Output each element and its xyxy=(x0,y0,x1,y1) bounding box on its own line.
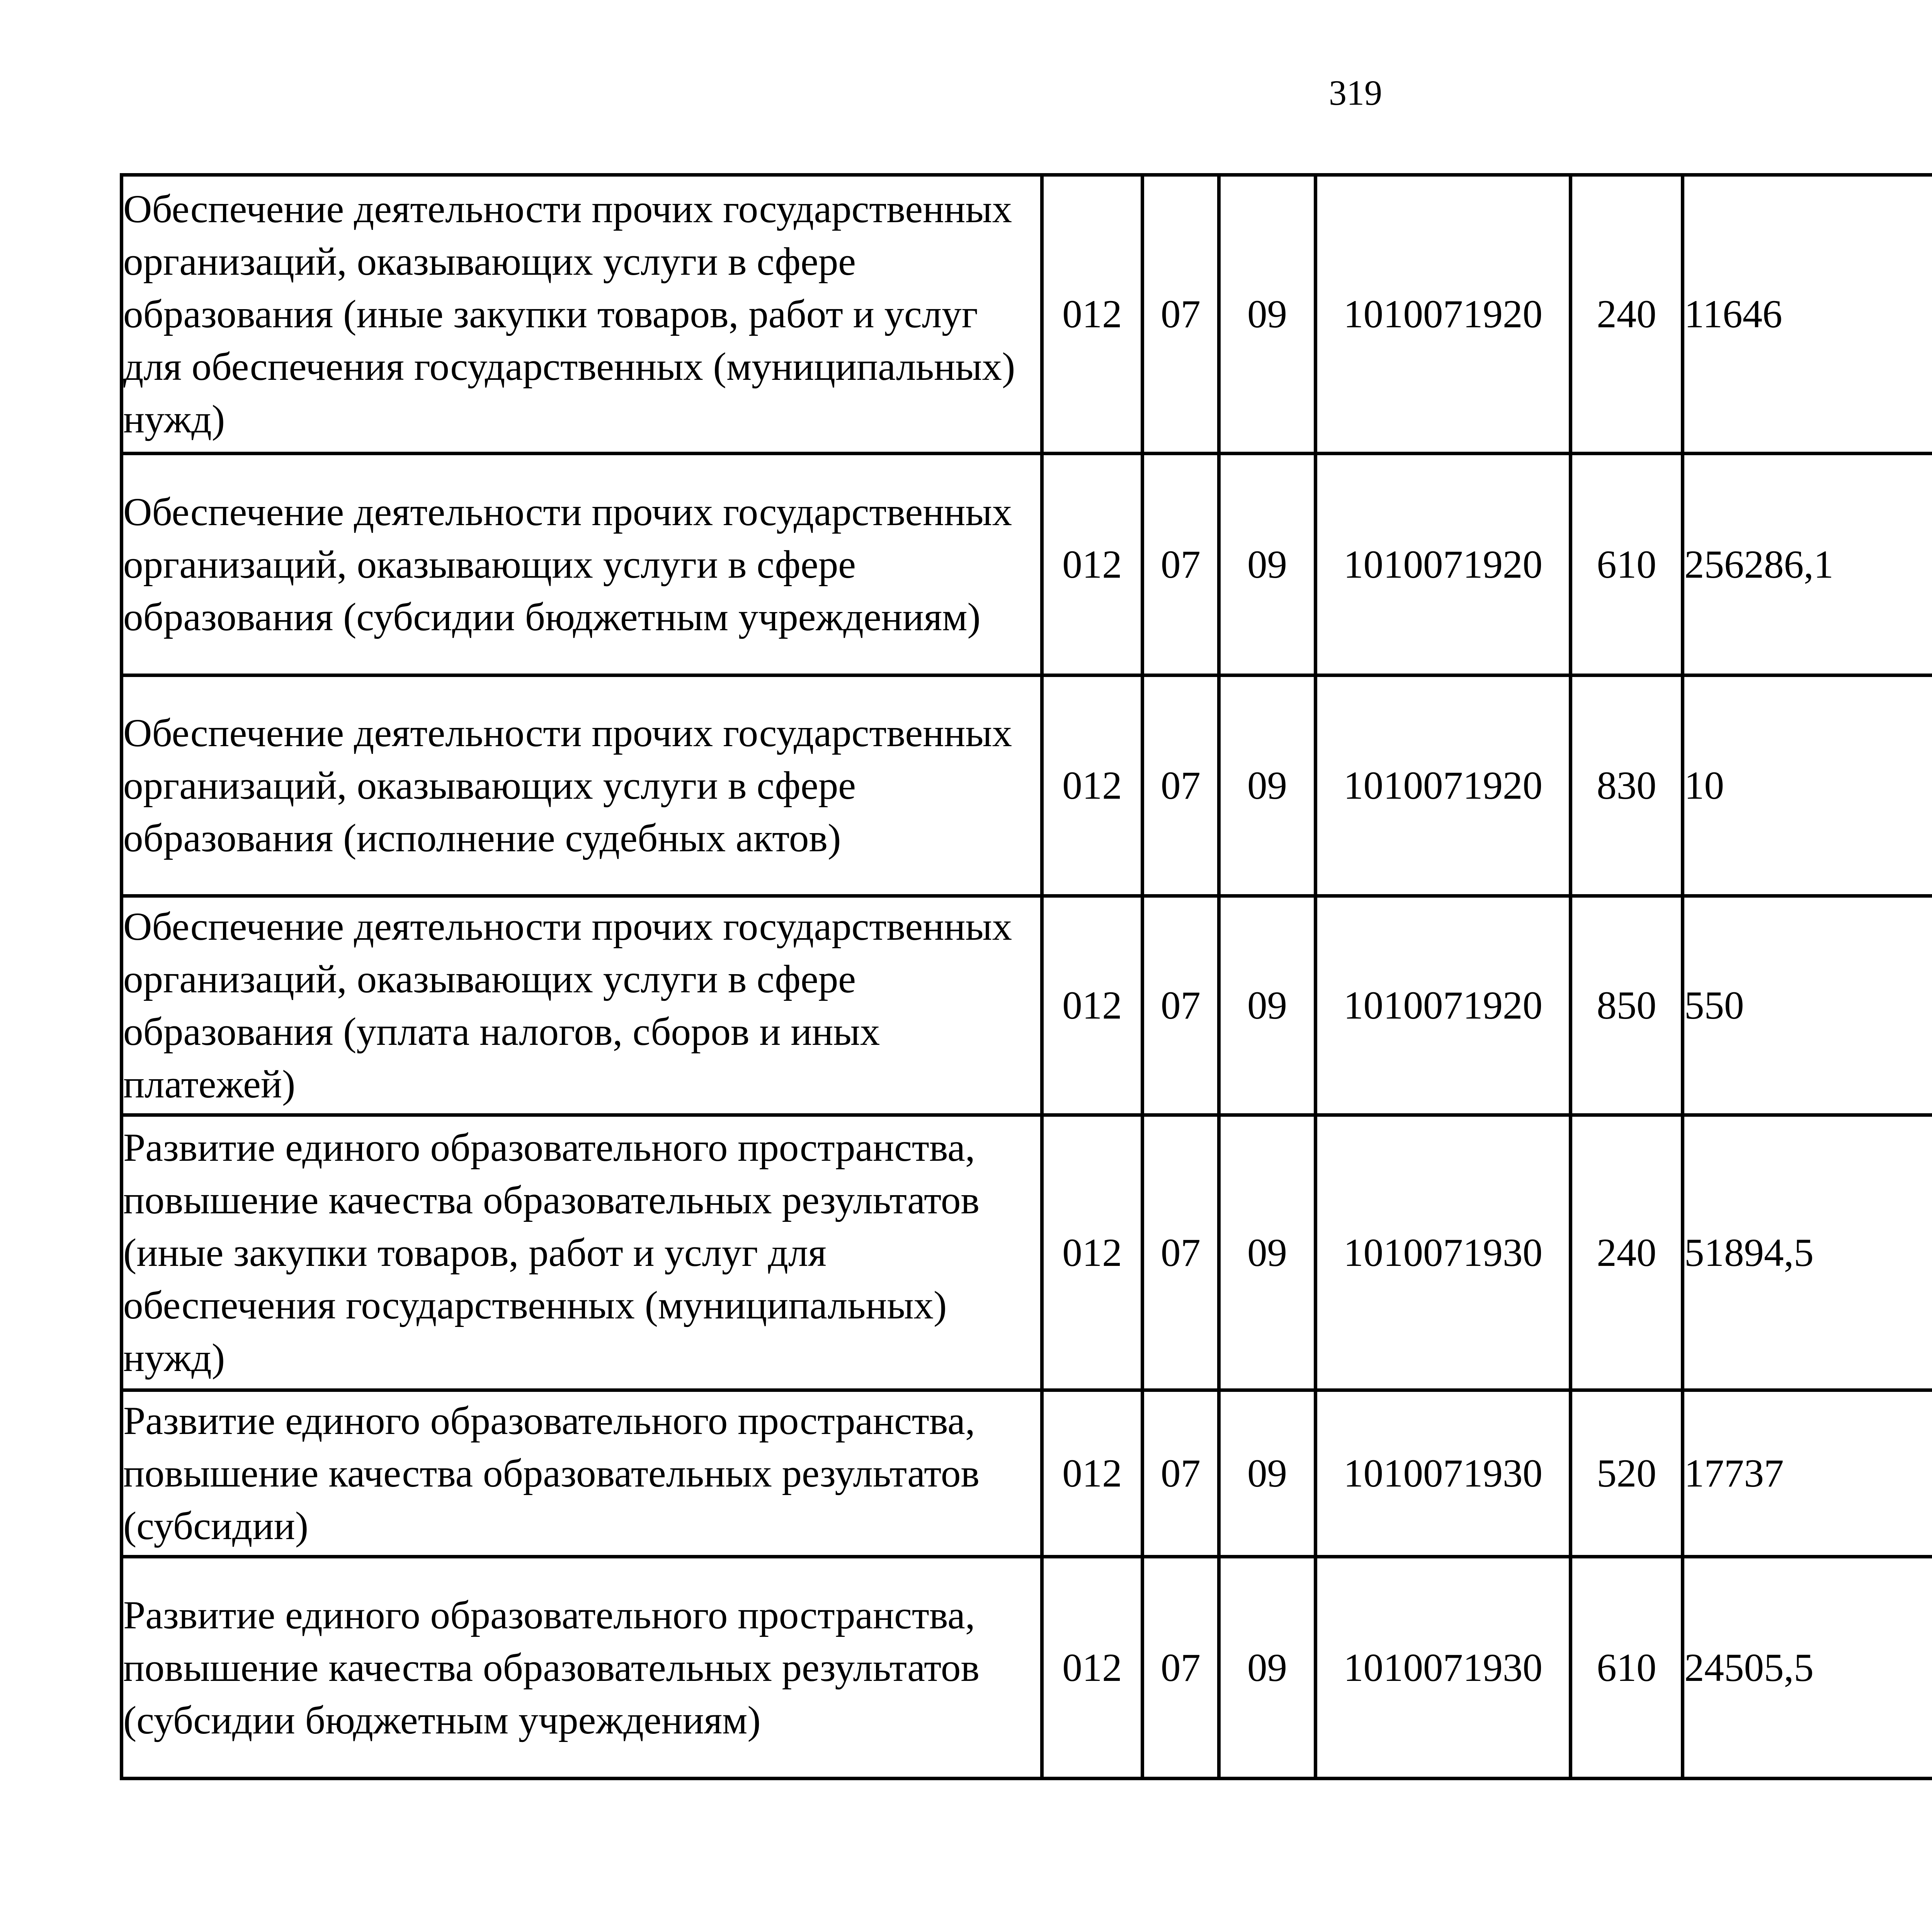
section-code: 07 xyxy=(1143,175,1219,454)
target-article-code: 1010071920 xyxy=(1316,454,1571,675)
target-article-code: 1010071930 xyxy=(1316,1390,1571,1557)
subsection-code: 09 xyxy=(1219,1390,1316,1557)
target-article-code: 1010071920 xyxy=(1316,175,1571,454)
ministry-code: 012 xyxy=(1042,1557,1143,1779)
row-description: Развитие единого образовательного пространства, повышение качества образовательных результатов (субсидии бюджетным учреждениям) xyxy=(122,1557,1042,1779)
amount-year-1: 11646 xyxy=(1683,175,1932,454)
section-code: 07 xyxy=(1143,454,1219,675)
amount-year-1: 17737 xyxy=(1683,1390,1932,1557)
table-row xyxy=(122,1557,1932,1779)
row-description: Обеспечение деятельности прочих государственных организаций, оказывающих услуги в сфере образования (субсидии бюджетным учреждениям) xyxy=(122,454,1042,675)
amount-year-1: 550 xyxy=(1683,896,1932,1115)
ministry-code: 012 xyxy=(1042,175,1143,454)
table-row xyxy=(122,675,1932,896)
subsection-code: 09 xyxy=(1219,1115,1316,1390)
target-article-code: 1010071930 xyxy=(1316,1557,1571,1779)
row-description: Обеспечение деятельности прочих государственных организаций, оказывающих услуги в сфере образования (исполнение судебных актов) xyxy=(122,675,1042,896)
expense-type-code: 240 xyxy=(1571,175,1683,454)
ministry-code: 012 xyxy=(1042,1115,1143,1390)
amount-year-1: 24505,5 xyxy=(1683,1557,1932,1779)
amount-year-1: 10 xyxy=(1683,675,1932,896)
page-number: 319 xyxy=(1329,73,1382,112)
expense-type-code: 850 xyxy=(1571,896,1683,1115)
subsection-code: 09 xyxy=(1219,1557,1316,1779)
row-description: Развитие единого образовательного пространства, повышение качества образовательных результатов (субсидии) xyxy=(122,1390,1042,1557)
subsection-code: 09 xyxy=(1219,454,1316,675)
expense-type-code: 610 xyxy=(1571,1557,1683,1779)
ministry-code: 012 xyxy=(1042,454,1143,675)
expense-type-code: 520 xyxy=(1571,1390,1683,1557)
expense-type-code: 240 xyxy=(1571,1115,1683,1390)
target-article-code: 1010071920 xyxy=(1316,675,1571,896)
amount-year-1: 51894,5 xyxy=(1683,1115,1932,1390)
row-description: Обеспечение деятельности прочих государственных организаций, оказывающих услуги в сфере образования (иные закупки товаров, работ и услуг для обеспечения государственных (муниципальных) нужд) xyxy=(122,175,1042,454)
table-row xyxy=(122,1115,1932,1390)
section-code: 07 xyxy=(1143,896,1219,1115)
ministry-code: 012 xyxy=(1042,1390,1143,1557)
table-row xyxy=(122,175,1932,454)
subsection-code: 09 xyxy=(1219,675,1316,896)
budget-table xyxy=(120,173,1932,1780)
table-row xyxy=(122,896,1932,1115)
table-row xyxy=(122,1390,1932,1557)
row-description: Развитие единого образовательного пространства, повышение качества образовательных результатов (иные закупки товаров, работ и услуг для обеспечения государственных (муниципальных) нужд) xyxy=(122,1115,1042,1390)
row-description: Обеспечение деятельности прочих государственных организаций, оказывающих услуги в сфере образования (уплата налогов, сборов и иных платежей) xyxy=(122,896,1042,1115)
amount-year-1: 256286,1 xyxy=(1683,454,1932,675)
target-article-code: 1010071920 xyxy=(1316,896,1571,1115)
target-article-code: 1010071930 xyxy=(1316,1115,1571,1390)
section-code: 07 xyxy=(1143,1390,1219,1557)
section-code: 07 xyxy=(1143,675,1219,896)
subsection-code: 09 xyxy=(1219,175,1316,454)
ministry-code: 012 xyxy=(1042,675,1143,896)
table-row xyxy=(122,454,1932,675)
section-code: 07 xyxy=(1143,1557,1219,1779)
section-code: 07 xyxy=(1143,1115,1219,1390)
subsection-code: 09 xyxy=(1219,896,1316,1115)
expense-type-code: 830 xyxy=(1571,675,1683,896)
ministry-code: 012 xyxy=(1042,896,1143,1115)
expense-type-code: 610 xyxy=(1571,454,1683,675)
